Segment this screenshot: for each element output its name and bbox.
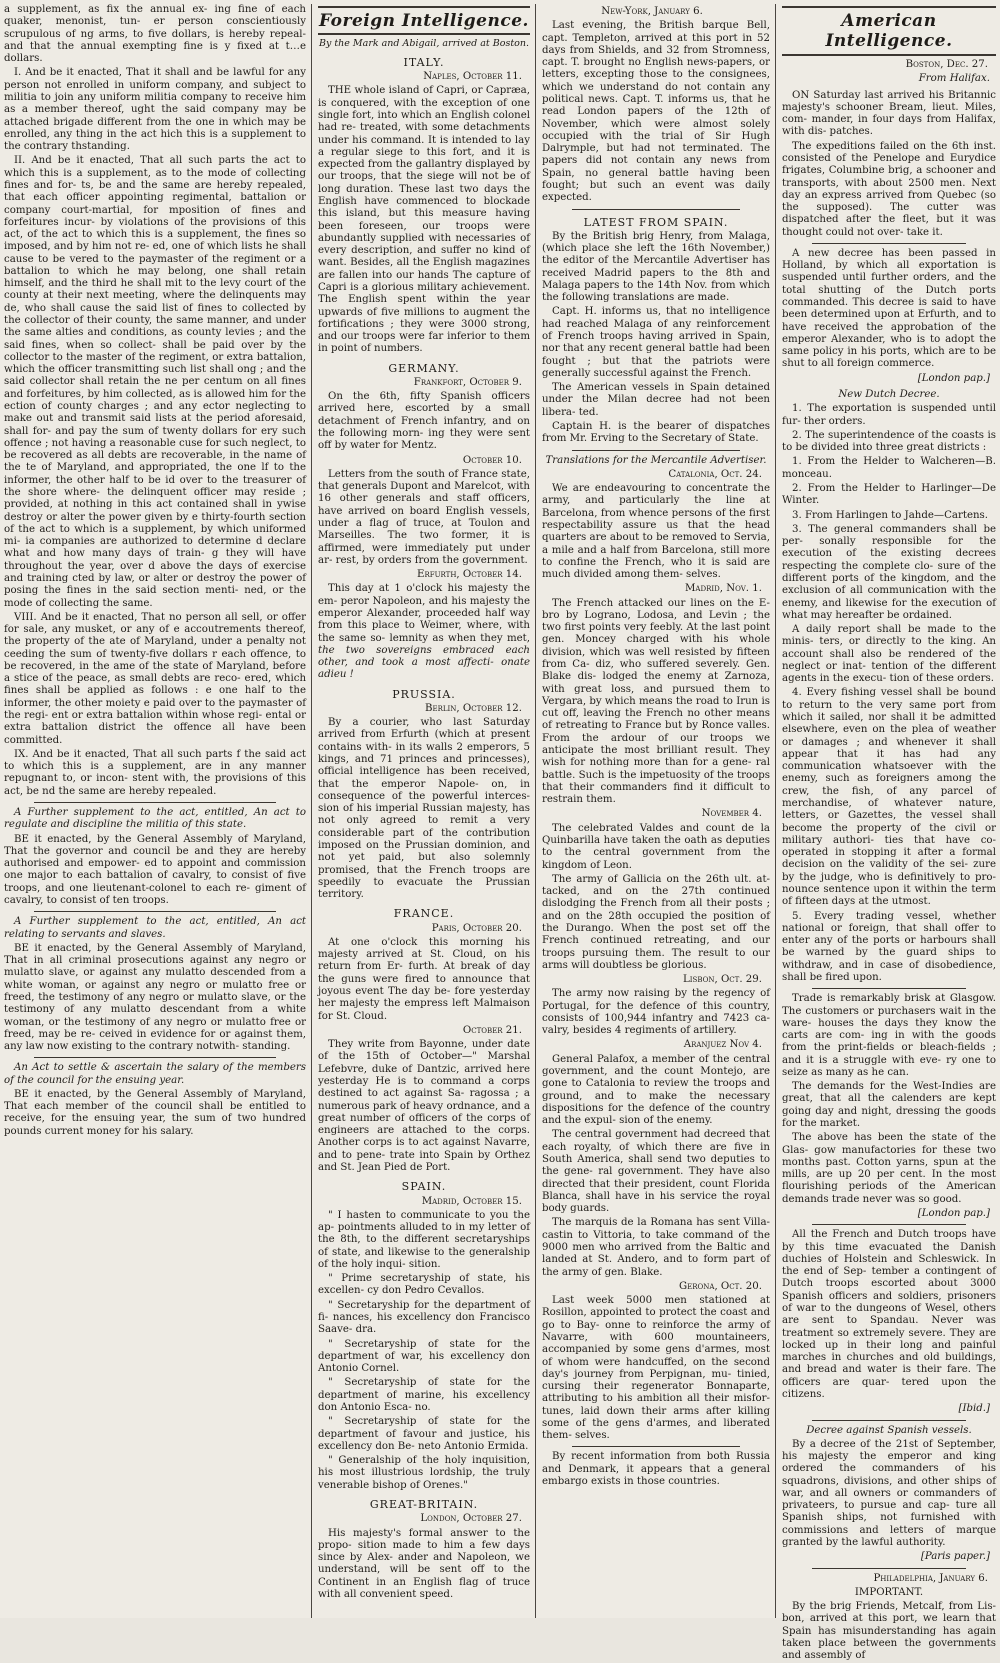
act-body: BE it enacted, by the General Assembly of Maryland, That the governor and council be and they are hereby authorised and empower- ed to appoint and commission one major to each battalion of cavalry, to consist of five troops, and one lieutenant-colonel to each re- giment of cavalry, to consist of ten troops. (4, 833, 306, 906)
article-text: 2. The superintendence of the coasts is to be divided into three great districts : (782, 429, 996, 454)
act-title: A Further supplement to the act, entitled, An act relating to servants and slaves. (4, 916, 306, 940)
dateline: Boston, Dec. 27. (905, 58, 988, 70)
paragraph: IX. And be it enacted, That all such parts f the said act to which this is a supplement, are in any manner repugnant to, or incon- stent with, the provisions of this act, be nd the same are hereby repealed. (4, 748, 306, 797)
article-text: The central government had decreed that each royalty, of which there are five in South America, shall send two deputies to the gene- ral government. They have also directed that their president, count Florida Blanca, shall have in his service the royal body guards. (542, 1129, 770, 1215)
subheading: From Halifax. (918, 73, 990, 85)
dateline: Gerona, Oct. 20. (679, 1280, 762, 1292)
subheading: Decree against Spanish vessels. (806, 1424, 972, 1436)
dateline: Aranjuez Nov 4. (683, 1039, 762, 1051)
article-text: By a courier, who last Saturday arrived from Erfurth (which at present contains with- in its walls 2 emperors, 5 kings, and 71 princes and princesses), official intelligence has been received, that the emperor Napole- on, in consequence of the powerful interces- sion of his imperial Russian majesty, has not only agreed to remit a very considerable part of the contribution imposed on the Prussian dominion, and not yet paid, but also solemnly promised, that the French troops are speedily to evacuate the Prussian territory. (318, 717, 530, 901)
dateline: November 4. (701, 808, 762, 820)
article-text: By the brig Friends, Metcalf, from Lis- bon, arrived at this port, we learn that Spain has misunderstanding has again taken place between the governments and assembly of (782, 1601, 996, 1662)
article-text: " Secretaryship of state for the department of war, his excellency don Antonio Cornel. (318, 1338, 530, 1375)
article-text: " I hasten to communicate to you the ap- pointments alluded to in my letter of the 8th, to the different secretaryships of state, and likewise to the generalship of the holy inqui- sition. (318, 1209, 530, 1270)
dateline: New-York, January 6. (601, 6, 703, 17)
article-text: General Palafox, a member of the central government, and the count Montejo, are gone to Catalonia to review the troops and ground, and to make the necessary dispositions for the defence of the country and the expul- sion of the enemy. (542, 1053, 770, 1127)
article-text: 3. From Harlingen to Jahde—Cartens. (792, 509, 988, 521)
paragraph: II. And be it enacted, That all such parts the act to which this is a supplement, as to the mode of collecting fines and for- ts, be and the same are hereby repealed, that each officer appointing regimental, battalion or company court-martial, for mposition of fines and forfeitures incur- by violations of the provisions of this act, of the act to which this is a supplement, the fines so imposed, and by him not re- ed, one of which lists he shall cause to be vered to the paymaster of the regiment or a battalion to which he may belong, one shall retain himself, and the third he shall mit to the levy court of the county at their next meeting, where the delinquents may de, who shall cause the said list of fines to collected by the collector of their county, the same manner, and under the same alties and conditions, as county levies ; and the said fines, when so collect- shall be paid over by the collector to the master of the regiment, or extra battalion, which the officer transmitting such list shall ong ; and the said collector shall retain the ne per centum on all fines and forfeitures, by him collected, as is allowed him for the ection of county charges ; and any ector neglecting to make out and transmit said lists at the period aforesaid, shall for- and pay the sum of twenty dollars for ery such offence ; not having a reasonable cuse for such neglect, to be recovered as all debts are recoverable, in the name of the te of Maryland, and appropriated, the one lf to the informer, the other half to be id over to the treasurer of the shore where- the delinquent officer may reside ; provided, at nothing in this act contained shall in ywise destroy or alter the power given by e thirty-fourth section of the act to which is a supplement, by which uniformed mi- ia companies are authorized to determine d declare what and how many days of train- g they will have throughout the year, over d above the days of exercise and training cted by law, or alter or destroy the power of posing the fines in the said section menti- ned, or the mode of collecting the same. (4, 155, 306, 609)
article-text: 1. From the Helder to Walcheren—B. monceau. (782, 456, 996, 480)
article-text: The French attacked our lines on the E- bro by Lograno, Lodosa, and Levin ; the two first points very feebly. At the last point gen. Moncey charged with his whole division, which was well resisted by fifteen from Ca- diz, who suffered severely. Gen. Blake dis- lodged the enemy at Zarnoza, with great loss, and pursued them to Vergara, by which means the road to Irun is cut off, leaving the French no other means of retreating to France but by Ronce valles. From the ardour of our troops we anticipate the most brilliant result. They wish for nothing more than for a gene- ral battle. Such is the impetuosity of the troops that their commanders find it difficult to restrain them. (542, 597, 770, 806)
dateline: Berlin, October 12. (425, 702, 522, 714)
dateline: October 10. (462, 454, 522, 466)
article-text: A daily report shall be made to the minis- ters, or directly to the king. An account shall also be rendered of the neglect or inat- tention of the different agents in the execu- tion of these orders. (782, 624, 996, 685)
article-text: THE whole island of Capri, or Capræa, is conquered, with the exception of one single fort, into which an English colonel had re- treated, with some detachments under his command. It is intended to lay a regular siege to this fort, and it is expected from the gallantry displayed by our troops, that the siege will not be of long duration. These last two days the English have commenced to blockade this island, but this measure having been foreseen, our troops were abundantly supplied with necessaries of every description, and suffer no kind of want. Besides, all the English magazines are fallen into our hands The capture of Capri is a glorious military achievement. The English spent within the year upwards of five millions to augment the fortifications ; they were 3000 strong, and our troops were far inferior to them in point of numbers. (318, 85, 530, 355)
byline: By the Mark and Abigail, arrived at Boston. (318, 38, 529, 50)
article-text: At one o'clock this morning his majesty arrived at St. Cloud, on his return from Er- furth. At break of day the guns were fired to announce that joyous event The day be- fore yesterday her majesty the empress left Malmaison for St. Cloud. (318, 936, 530, 1022)
dateline: Madrid, Nov. 1. (684, 583, 762, 595)
dateline: Frankfort, October 9. (413, 376, 522, 388)
act-body: BE it enacted, by the General Assembly of Maryland, That in all criminal prosecutions against any negro or mulatto slave, or against any mulatto descended from a white woman, or against any negro or mulatto free or freed, the testimony of any negro or mulatto slave, or the testimony of any mulatto descendant from a white woman, or the testimony of any negro or mulatto free or freed, may be re- ceived in evidence for or against them, any law now existing to the contrary notwith- standing. (4, 942, 306, 1053)
divider (34, 911, 276, 912)
column-rule (311, 4, 312, 1618)
article-text: Letters from the south of France state, that generals Dupont and Marelcot, with 16 other generals and staff officers, have arrived on board English vessels, under a flag of truce, at Toulon and Marseilles. The two former, it is affirmed, were immediately put under ar- rest, by orders from the government. (318, 468, 530, 566)
dateline: Naples, October 11. (423, 71, 522, 83)
section-heading-latest-spain: LATEST FROM SPAIN. (583, 215, 729, 229)
article-text: Capt. H. informs us, that no intelligence had reached Malaga of any reinforcement of French troops having arrived in Spain, nor that any recent general battle had been fought ; but that the patriots were generally successful against the French. (542, 306, 770, 379)
article-text: " Secretaryship for the department of fi- nances, his excellency don Francisco Saave- dra. (318, 1299, 530, 1336)
article-text: 5. Every trading vessel, whether national or foreign, that shall offer to enter any of the ports or harbours shall be warned by the guard ships to withdraw, and in case of disobedience, shall be fired upon. (782, 910, 996, 983)
article-text: The celebrated Valdes and count de la Quinbarilla have taken the oath as deputies to the central government from the kingdom of Leon. (542, 822, 770, 871)
article-text: " Secretaryship of state for the department of favour and justice, his excellency don Be- neto Antonio Ermida. (318, 1416, 530, 1452)
article-text: 1. The exportation is suspended until fur- ther orders. (782, 403, 996, 427)
section-heading-germany: GERMANY. (388, 361, 460, 375)
act-title: A Further supplement to the act, entitled, An act to regulate and discipline the militia of this state. (4, 807, 306, 831)
divider (34, 802, 276, 803)
article-text: Captain H. is the bearer of dispatches from Mr. Erving to the Secretary of State. (542, 420, 770, 445)
source-note: [London pap.] (917, 372, 990, 384)
divider (572, 450, 740, 451)
columns (0, 4, 1000, 1662)
source-note: [London pap.] (917, 1208, 990, 1219)
masthead-foreign: Foreign Intelligence. (318, 6, 530, 35)
article-text: By the British brig Henry, from Malaga, (which place she left the 16th November,) the editor of the Mercantile Advertiser has received Madrid papers to the 8th and Malaga papers to the 14th Nov. from which the following translations are made. (542, 230, 770, 304)
article-text: The American vessels in Spain detained under the Milan decree had not been libera- ted. (542, 382, 770, 418)
article-text: We are endeavouring to concentrate the army, and particularly the line at Barcelona, from whence persons of the first respectability assure us that the head quarters are about to be removed to Servia, a mile and a half from Barcelona, still more to confine the French, who it is said are much divided among them- selves. (542, 483, 770, 581)
article-text: The army of Gallicia on the 26th ult. at- tacked, and on the 27th continued dislodging the French from all their posts ; and on the 28th occupied the position of the Durango. When the post set off the French continued retreating, and our troops pursuing them. The result to our arms will doubtless be glorious. (542, 873, 770, 971)
masthead-american: American Intelligence. (782, 6, 996, 56)
source-note: [Paris paper.] (920, 1551, 990, 1563)
section-heading-britain: GREAT-BRITAIN. (369, 1497, 479, 1511)
section-heading-prussia: PRUSSIA. (392, 687, 456, 701)
dateline: Catalonia, Oct. 24. (668, 468, 762, 480)
article-text: 4. Every fishing vessel shall be bound to return to the very same port from which it sailed, nor shall it be admitted elsewhere, even on the plea of weather or damages ; and whenever it shall appear that it has had any communication whatsoever with the enemy, such as foreigners among the crew, the fish, of any parcel of merchandise, of whatever nature, letters, or Gazettes, the vessel shall become the property of the civil or military authori- ties that have co-operated in stopping it after a formal decision on the validity of the sei- zure by the judge, who is definitively to pro- nounce sentence upon it within the term of fifteen days at the utmost. (782, 687, 996, 908)
article-text: " Generalship of the holy inquisition, his most illustrious lordship, the truly venerable bishop of Orenes." (318, 1455, 530, 1491)
article-text-plain: This day at 1 o'clock his majesty the em- peror Napoleon, and his majesty the emperor Alexander, proceeded half way from this place to Weimer, where, with the same so- lemnity as when they met, (318, 583, 530, 644)
section-heading-spain: SPAIN. (401, 1180, 447, 1194)
article-text (318, 583, 530, 681)
article-text: ON Saturday last arrived his Britannic majesty's schooner Bream, lieut. Miles, com- mander, in four days from Halifax, with dis- patches. (782, 89, 996, 138)
article-text: All the French and Dutch troops have by this time evacuated the Danish duchies of Holstein and Schleswick. In the end of Sep- tember a contingent of Dutch troops escorted about 3000 Spanish officers and soldiers, prisoners of war to the dungeons of Wesel, others are sent to Spandau. Never was treatment so extremely severe. They are locked up in their long and painful marches in churches and old buildings, and bread and water is their fare. The officers are quar- tered upon the citizens. (782, 1229, 996, 1400)
article-text: A new decree has been passed in Holland, by which all exportation is suspended until further orders, and the total shutting of the Dutch ports commanded. This decree is said to have been determined upon at Erfurth, and to have received the approbation of the emperor Alexander, who is to adopt the same policy in his ports, which are to be shut to all foreign commerce. (782, 247, 996, 370)
article-text-italic: the two sovereigns embraced each other, and took a most affecti- onate adieu ! (318, 644, 530, 681)
dateline: Lisbon, Oct. 29. (683, 974, 762, 986)
article-text: By recent information from both Russia and Denmark, it appears that a general embargo exists in those countries. (542, 1451, 770, 1488)
column-news (538, 4, 774, 1618)
act-title: An Act to settle & ascertain the salary of the members of the council for the ensuing year. (4, 1062, 306, 1086)
act-body: BE it enacted, by the General Assembly of Maryland, That each member of the council shall be entitled to receive, for the ensuing year, the sum of two hundred pounds current money for his salary. (4, 1088, 306, 1137)
column-american-intelligence (778, 4, 1000, 1662)
paragraph: VIII. And be it enacted, That no person all sell, or offer for sale, any musket, or any of e accoutrements thereof, the property of the ate of Maryland, under a penalty not ceeding the sum of twenty-five dollars r each offence, to be recovered, in the ame of the state of Maryland, before a stice of the peace, as small debts are reco- ered, which fines shall be applied as follows : e one half to the informer, the other moiety e paid over to the paymaster of the regi- ent or extra battalion within whose regi- ental or extra battalion district the offence all have been committed. (4, 611, 306, 746)
column-rule (775, 4, 776, 1618)
article-text: The army now raising by the regency of Portugal, for the defence of this country, consists of 100,944 infantry and 7423 ca- valry, besides 4 regiments of artillery. (542, 988, 770, 1037)
article-text: The expeditions failed on the 6th inst. consisted of the Penelope and Eurydice frigates, Columbine brig, a schooner and transports, with about 2500 men. Next day an express arrived from Quebec (so the supposed). The cutter was dispatched after the fleet, but it was thought could not over- take it. (782, 140, 996, 238)
divider (812, 988, 966, 989)
divider (812, 1224, 966, 1225)
column-foreign-intelligence (314, 4, 534, 1618)
divider (572, 1446, 740, 1447)
article-text: Last week 5000 men stationed at Rosillon, appointed to protect the coast and go to Bay- onne to reinforce the army of Navarre, with 600 mountaineers, accompanied by some gens d'armes, most of whom were handcuffed, on the second day's journey from Perpignan, mu- tinied, cursing their regenerator Bonnaparte, attributing to his ambition all their misfor- tunes, laid down their arms after killing some of the gens d'armes, and liberated them- selves. (542, 1295, 770, 1442)
article-text: His majesty's formal answer to the propo- sition made to him a few days since by Alex- ander and Napoleon, we understand, will be sent off to the Continent in an English flag of truce with all convenient speed. (318, 1527, 530, 1600)
article-text: The above has been the state of the Glas- gow manufactories for these two months past. Cotton yarns, spun at the mills, are up 20 per cent. In the most flourishing periods of the American demands trade never was so good. (782, 1132, 996, 1205)
article-text: The marquis de la Romana has sent Villa- castin to Vittoria, to take command of the 9000 men who arrived from the Baltic and landed at St. Andero, and to form part of the army of gen. Blake. (542, 1217, 770, 1278)
dateline: Philadelphia, January 6. (873, 1572, 988, 1584)
article-text: " Secretaryship of state for the department of marine, his excellency don Antonio Esca- no. (318, 1377, 530, 1414)
article-text: They write from Bayonne, under date of the 15th of October—" Marshal Lefebvre, duke of Dantzic, arrived here yesterday He is to command a corps destined to act against Sa- ragossa ; a numerous park of heavy ordnance, and a great number of officers of the corps of engineers are attached to the corps. Another corps is to act against Navarre, and to pene- trate into Spain by Orthez and St. Jean Pied de Port. (318, 1039, 530, 1173)
source-note: [Ibid.] (958, 1403, 990, 1415)
column-legislative-acts (0, 4, 310, 1618)
dateline: Paris, October 20. (431, 922, 522, 934)
subheading: IMPORTANT. (854, 1586, 924, 1598)
article-text: Last evening, the British barque Bell, capt. Templeton, arrived at this port in 52 days from Shields, and 32 from Stromness, capt. T. brought no English news-papers, or letters, excepting those to the consignees, which we understand do not contain any political news. Capt. T. informs us, that he read London papers of the 12th of November, which were almost solely occupied with the trial of Sir Hugh Dalrymple, but had not terminated. The papers did not contain any news from Spain, no general battle having been fought; but such an event was daily expected. (542, 20, 770, 204)
section-heading-france: FRANCE. (393, 907, 455, 921)
divider (812, 243, 966, 244)
subheading: New Dutch Decree. (838, 389, 940, 400)
article-text: 3. The general commanders shall be per- sonally responsible for the execution of the existing decrees respecting the complete clo- sure of the different ports of the kingdom, and the exclusion of all communication with the enemy, and likewise for the execution of what may hereafter be ordained. (782, 523, 996, 621)
article-text: By a decree of the 21st of September, his majesty the emperor and king ordered the commanders of his squadrons, divisions, and other ships of war, and all owners or commanders of privateers, to pursue and cap- ture all Spanish ships, not furnished with commissions and letters of marque granted by the lawful authority. (782, 1438, 996, 1549)
section-heading-italy: ITALY. (403, 55, 445, 69)
divider (572, 209, 740, 210)
paragraph: a supplement, as fix the annual ex- ing fine of each quaker, menonist, tun- er person conscientiously scrupulous of ng arms, to five dollars, is hereby repeal- and that the annual exempting fine is y fixed at t…e dollars. (4, 4, 306, 65)
article-text: 2. From the Helder to Harlinger—De Winter. (782, 482, 996, 507)
divider (812, 1568, 966, 1569)
article-text: Trade is remarkably brisk at Glasgow. The customers or purchasers wait in the ware- houses the days they know the carts are com- ing in with the goods from the print-fields or bleach-fields ; and it is a struggle with eve- ry one to seize as many as he can. (782, 993, 996, 1078)
dateline: Erfurth, October 14. (417, 569, 522, 581)
article-text: On the 6th, fifty Spanish officers arrived here, escorted by a small detachment of French infantry, and on the following morn- ing they were sent off by water for Mentz. (318, 391, 530, 452)
divider (812, 1420, 966, 1421)
translations-note: Translations for the Mercantile Advertiser. (545, 454, 767, 466)
divider (34, 1057, 276, 1058)
column-rule (535, 4, 536, 1618)
dateline: London, October 27. (420, 1513, 522, 1525)
article-text: " Prime secretaryship of state, his excellen- cy don Pedro Cevallos. (318, 1273, 530, 1297)
article-text: The demands for the West-Indies are great, that all the calenders are kept going day and night, dressing the goods for the market. (782, 1081, 996, 1130)
paragraph: I. And be it enacted, That it shall and be lawful for any person not enrolled in uniform company, and subject to militia to join any uniform militia company to receive him as a member thereof, ught the said company may be attached brigade different from the one in which may be enrolled, any thing in the act hich this is a supplement to the contrary thstanding. (4, 67, 306, 153)
dateline: Madrid, October 15. (421, 1195, 522, 1207)
dateline: October 21. (462, 1024, 522, 1036)
